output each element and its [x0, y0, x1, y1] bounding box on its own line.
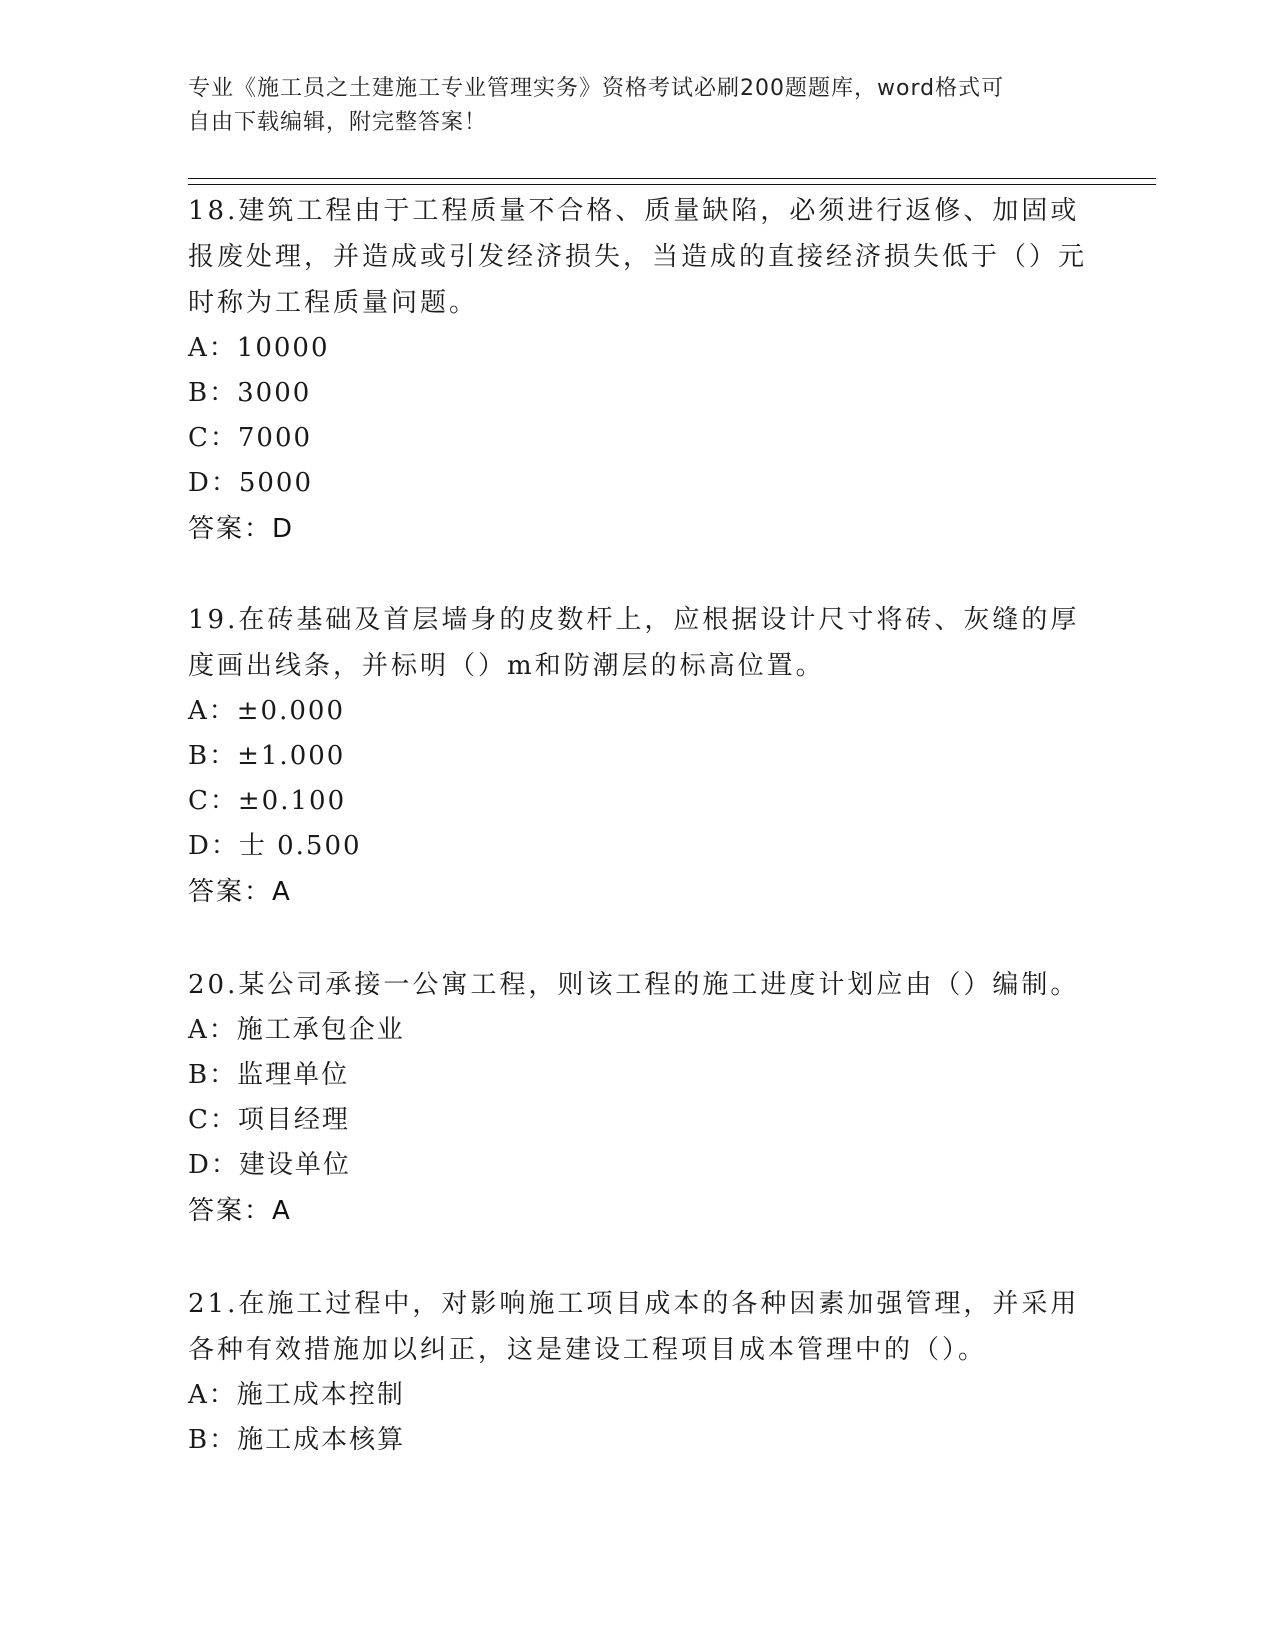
- option-c: C：7000: [188, 423, 313, 453]
- header-line-2: 自由下载编辑，附完整答案！: [188, 110, 488, 135]
- answer-line: 答案：A: [188, 1196, 292, 1226]
- option-d: D：建设单位: [188, 1150, 351, 1180]
- option-c: C：±0.100: [188, 786, 347, 816]
- option-b: B：监理单位: [188, 1060, 350, 1090]
- answer-line: 答案：A: [188, 877, 292, 907]
- option-b: B：3000: [188, 378, 312, 408]
- question-text: 21.在施工过程中，对影响施工项目成本的各种因素加强管理，并采用各种有效措施加以纠正，这是建设工程项目成本管理中的（）。: [188, 1289, 1080, 1365]
- option-a: A：施工成本控制: [188, 1380, 405, 1410]
- option-b: B：±1.000: [188, 741, 346, 771]
- header-divider-bottom: [188, 184, 1156, 185]
- option-b: B：施工成本核算: [188, 1425, 406, 1455]
- option-a: A：施工承包企业: [188, 1015, 405, 1045]
- option-c: C：项目经理: [188, 1105, 350, 1135]
- question-18: [188, 188, 1088, 552]
- header-line-1: 专业《施工员之土建施工专业管理实务》资格考试必刷200题题库，word格式可: [188, 76, 1005, 101]
- question-19: [188, 597, 1088, 915]
- question-text: 18.建筑工程由于工程质量不合格、质量缺陷，必须进行返修、加固或报废处理，并造成或引发经济损失，当造成的直接经济损失低于（）元时称为工程质量问题。: [188, 196, 1088, 318]
- question-20: [188, 962, 1088, 1234]
- question-21: [188, 1281, 1088, 1463]
- question-text: 20.某公司承接一公寓工程，则该工程的施工进度计划应由（）编制。: [188, 970, 1080, 1000]
- option-a: A：10000: [188, 333, 330, 363]
- option-d: D：士 0.500: [188, 831, 362, 861]
- option-d: D：5000: [188, 468, 314, 498]
- question-text: 19.在砖基础及首层墙身的皮数杆上，应根据设计尺寸将砖、灰缝的厚度画出线条，并标明（）m和防潮层的标高位置。: [188, 605, 1080, 681]
- document-header: [188, 72, 1068, 140]
- answer-line: 答案：D: [188, 514, 295, 544]
- option-a: A：±0.000: [188, 696, 345, 726]
- header-divider-top: [188, 178, 1156, 179]
